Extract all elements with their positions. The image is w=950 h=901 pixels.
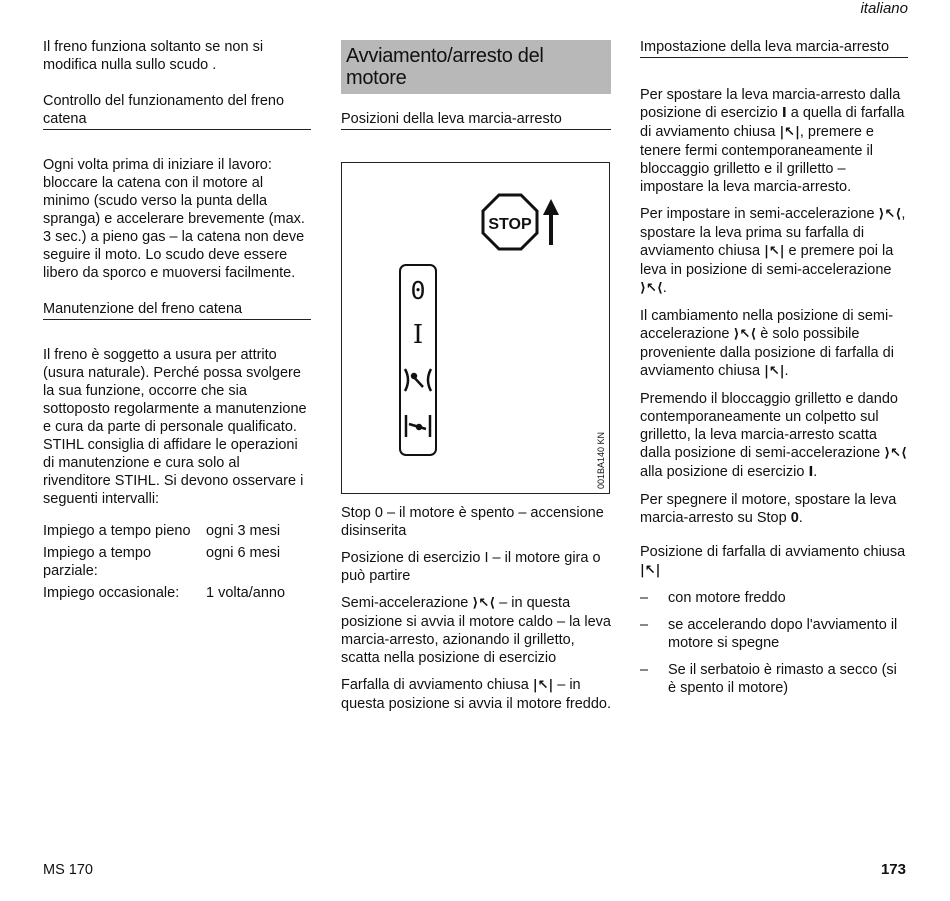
setting-para-1: Per spostare la leva marcia-arresto dalla posizione di esercizio I a quella di farfalla di avviamento chiusa |↖|, premere e tenere fermi contemporaneamente il bloccaggio grilletto e il grilletto – impostare la leva marcia-arresto. [640, 87, 905, 195]
column-2 [341, 38, 611, 722]
figure-ref: 001BA140 KN [596, 431, 606, 489]
heading-brake-maintenance: Manutenzione del freno catena [43, 300, 311, 320]
half-throttle-icon: ⟩↖⟨ [884, 446, 907, 461]
brake-intro: Il freno funziona soltanto se non si modifica nulla sullo scudo . [43, 39, 264, 73]
brake-check-text: Ogni volta prima di iniziare il lavoro: bloccare la catena con il motore al minimo (scudo verso la punta della spranga) e accelerare brevemente (max. 3 sec.) a pieno gas – la catena non deve seguire il moto. Lo scudo deve essere libero da sporco e muoversi facilmente. [43, 157, 305, 281]
choke-icon: |↖| [779, 125, 800, 140]
section-banner: Avviamento/arresto del motore [341, 40, 611, 94]
interval-usage: Impiego a tempo parziale: [43, 545, 152, 579]
setting-para-5: Per spegnere il motore, spostare la leva marcia-arresto su Stop 0. [640, 492, 897, 526]
choke-icon: |↖| [764, 364, 785, 379]
choke-conditions-list [640, 589, 908, 697]
language-label: italiano [860, 0, 908, 17]
interval-usage: Impiego a tempo pieno [43, 523, 191, 539]
list-item: – con motore freddo [640, 590, 786, 606]
choke-icon [406, 415, 430, 437]
heading-lever-positions: Posizioni della leva marcia-arresto [341, 110, 611, 130]
list-item: – se accelerando dopo l'avviamento il motore si spegne [640, 617, 898, 651]
choke-icon: |↖| [532, 678, 554, 693]
item-run: Posizione di esercizio I – il motore gira o può partire [341, 550, 601, 584]
choke-icon: |↖| [640, 563, 661, 578]
choke-icon: |↖| [764, 244, 785, 259]
lever-diagram [342, 163, 611, 495]
arrow-up-icon [543, 199, 559, 245]
stop-sign-label: STOP [488, 216, 532, 233]
half-throttle-icon: ⟩↖⟨ [472, 596, 496, 611]
footer-model: MS 170 [43, 862, 93, 878]
heading-lever-setting: Impostazione della leva marcia-arresto [640, 38, 908, 58]
half-throttle-icon [405, 369, 431, 391]
heading-choke-position: Posizione di farfalla di avviamento chiusa |↖| [640, 544, 906, 578]
column-1 [43, 38, 311, 602]
item-half-throttle: Semi-accelerazione ⟩↖⟨ – in questa posizione si avvia il motore caldo – la leva marcia-arresto, azionando il grilletto, scatta nella posizione di esercizio [341, 595, 611, 666]
heading-brake-check: Controllo del funzionamento del freno catena [43, 92, 311, 130]
interval-value: 1 volta/anno [206, 585, 286, 601]
run-icon: I [808, 465, 814, 480]
position-0: 0 [410, 276, 426, 305]
stop-sign-icon [483, 195, 537, 249]
list-item: – Se il serbatoio è rimasto a secco (si è spento il motore) [640, 662, 897, 696]
half-throttle-icon: ⟩↖⟨ [733, 327, 757, 342]
setting-para-2: Per impostare in semi-accelerazione ⟩↖⟨, spostare la leva prima su farfalla di avviamento chiusa |↖| e premere poi la leva in posizione di semi-accelerazione ⟩↖⟨. [640, 206, 906, 296]
item-choke: Farfalla di avviamento chiusa |↖| – in questa posizione si avvia il motore freddo. [341, 677, 612, 712]
interval-value: ogni 6 mesi [206, 545, 281, 561]
setting-para-4: Premendo il bloccaggio grilletto e dando contemporaneamente un colpetto sul grilletto, la leva marcia-arresto scatta dalla posizione di semi-accelerazione ⟩↖⟨ alla posizione di esercizio I. [640, 391, 907, 480]
maintenance-intervals [43, 522, 311, 602]
interval-value: ogni 3 mesi [206, 523, 281, 539]
brake-maintenance-text: Il freno è soggetto a usura per attrito (usura naturale). Perché possa svolgere la sua funzione, occorre che sia sottoposto regolarmente a manutenzione e cura da parte di personale qualificato. STIHL consiglia di affidare le operazioni di manutenzione e cura solo al rivenditore STIHL. Si devono osservare i seguenti intervalli: [43, 347, 307, 507]
setting-para-3: Il cambiamento nella posizione di semi-accelerazione ⟩↖⟨ è solo possibile proveniente dalla posizione di farfalla di avviamento chiusa |↖|. [640, 308, 894, 379]
half-throttle-icon: ⟩↖⟨ [640, 281, 663, 296]
half-throttle-icon: ⟩↖⟨ [878, 207, 902, 222]
page-number: 173 [880, 861, 906, 878]
position-I: I [412, 320, 424, 350]
item-stop: Stop 0 – il motore è spento – accensione disinserita [341, 505, 604, 539]
interval-usage: Impiego occasionale: [43, 585, 180, 601]
lever-figure [341, 162, 610, 494]
run-icon: I [781, 106, 787, 121]
column-3 [640, 38, 908, 706]
